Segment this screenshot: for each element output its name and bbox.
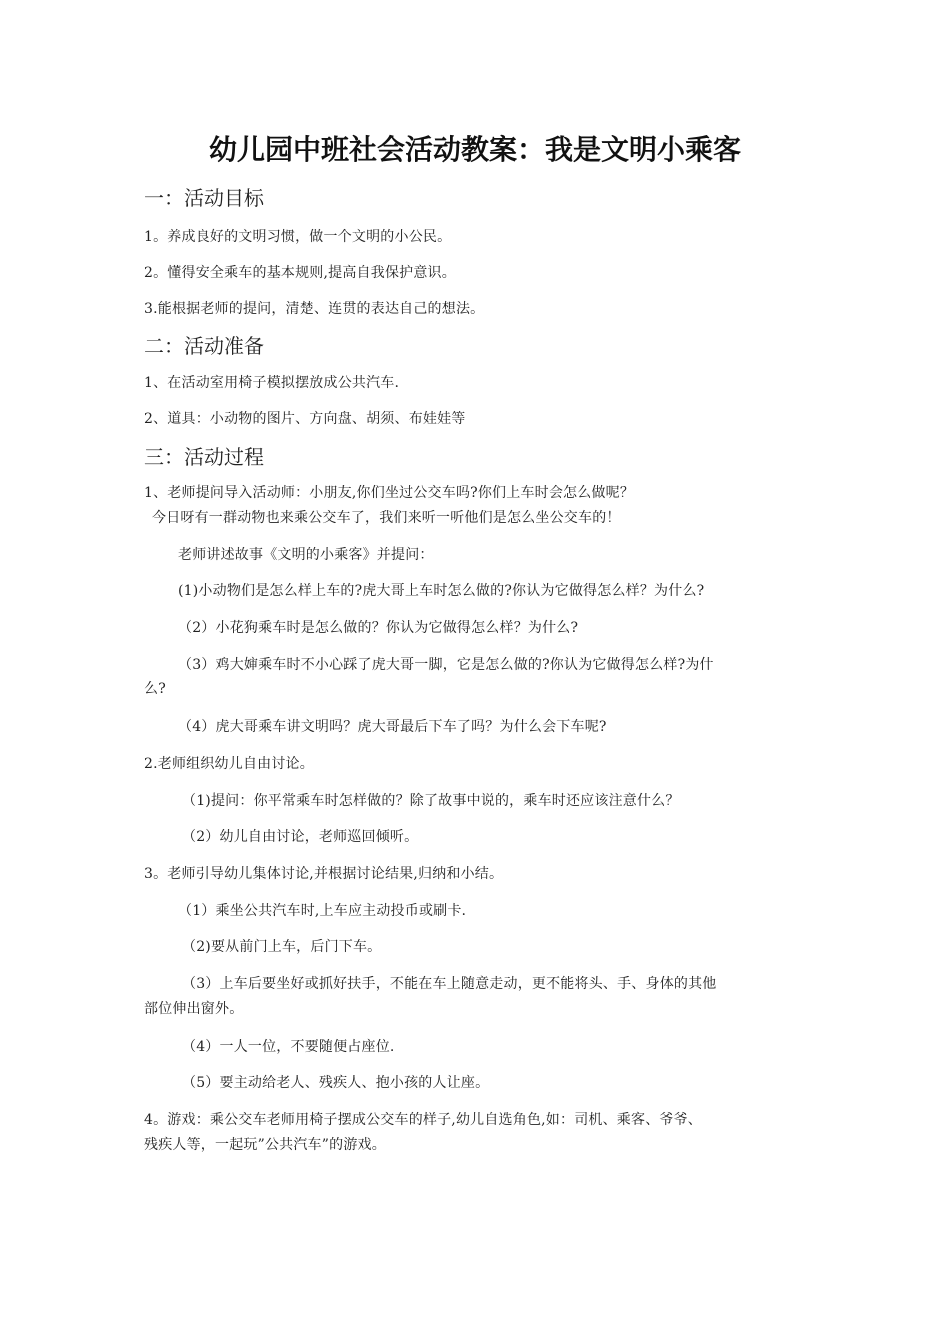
paragraph-line: （4）一人一位，不要随便占座位. <box>182 1039 395 1055</box>
paragraph-line: 2。懂得安全乘车的基本规则,提高自我保护意识。 <box>144 265 456 281</box>
paragraph-line: 4。游戏：乘公交车老师用椅子摆成公交车的样子,幼儿自选角色,如：司机、乘客、爷爷、 <box>144 1112 703 1128</box>
paragraph-line: （2）小花狗乘车时是怎么做的？你认为它做得怎么样？为什么? <box>178 620 579 636</box>
paragraph-line: 1、老师提问导入活动师：小朋友,你们坐过公交车吗?你们上车时会怎么做呢？ <box>144 485 635 501</box>
section-heading-process: 三：活动过程 <box>144 445 264 469</box>
paragraph-line: （4）虎大哥乘车讲文明吗？虎大哥最后下车了吗？为什么会下车呢? <box>178 719 607 735</box>
paragraph-line: （3）上车后要坐好或抓好扶手，不能在车上随意走动，更不能将头、手、身体的其他 <box>182 976 717 992</box>
paragraph-line: （2）幼儿自由讨论，老师巡回倾听。 <box>182 829 419 845</box>
paragraph-line: 2、道具：小动物的图片、方向盘、胡须、布娃娃等 <box>144 411 466 427</box>
paragraph-line: 1。养成良好的文明习惯，做一个文明的小公民。 <box>144 229 452 245</box>
paragraph-line: （1）乘坐公共汽车时,上车应主动投币或刷卡. <box>178 903 467 919</box>
paragraph-line: （3）鸡大婶乘车时不小心踩了虎大哥一脚，它是怎么做的?你认为它做得怎么样?为什 <box>178 657 714 673</box>
section-heading-goals: 一：活动目标 <box>144 186 264 210</box>
paragraph-line: 老师讲述故事《文明的小乘客》并提问： <box>178 547 434 563</box>
paragraph-line: （5）要主动给老人、残疾人、抱小孩的人让座。 <box>182 1075 490 1091</box>
paragraph-line: 3.能根据老师的提问，清楚、连贯的表达自己的想法。 <box>144 301 485 317</box>
document-title: 幼儿园中班社会活动教案：我是文明小乘客 <box>208 133 741 166</box>
paragraph-line: 残疾人等，一起玩”公共汽车”的游戏。 <box>144 1137 386 1153</box>
paragraph-line: 2.老师组织幼儿自由讨论。 <box>144 756 314 772</box>
paragraph-line: 3。老师引导幼儿集体讨论,并根据讨论结果,归纳和小结。 <box>144 866 504 882</box>
paragraph-line: 么? <box>144 681 166 697</box>
paragraph-line: 部位伸出窗外。 <box>144 1001 244 1017</box>
paragraph-line: 1、在活动室用椅子模拟摆放成公共汽车. <box>144 375 400 391</box>
paragraph-line: (1)小动物们是怎么样上车的?虎大哥上车时怎么做的?你认为它做得怎么样？为什么? <box>178 583 705 599</box>
paragraph-line: 今日呀有一群动物也来乘公交车了，我们来听一听他们是怎么坐公交车的！ <box>152 510 621 526</box>
section-heading-preparation: 二：活动准备 <box>144 334 264 358</box>
paragraph-line: （2)要从前门上车，后门下车。 <box>182 939 382 955</box>
paragraph-line: （1)提问：你平常乘车时怎样做的？除了故事中说的，乘车时还应该注意什么？ <box>182 793 680 809</box>
